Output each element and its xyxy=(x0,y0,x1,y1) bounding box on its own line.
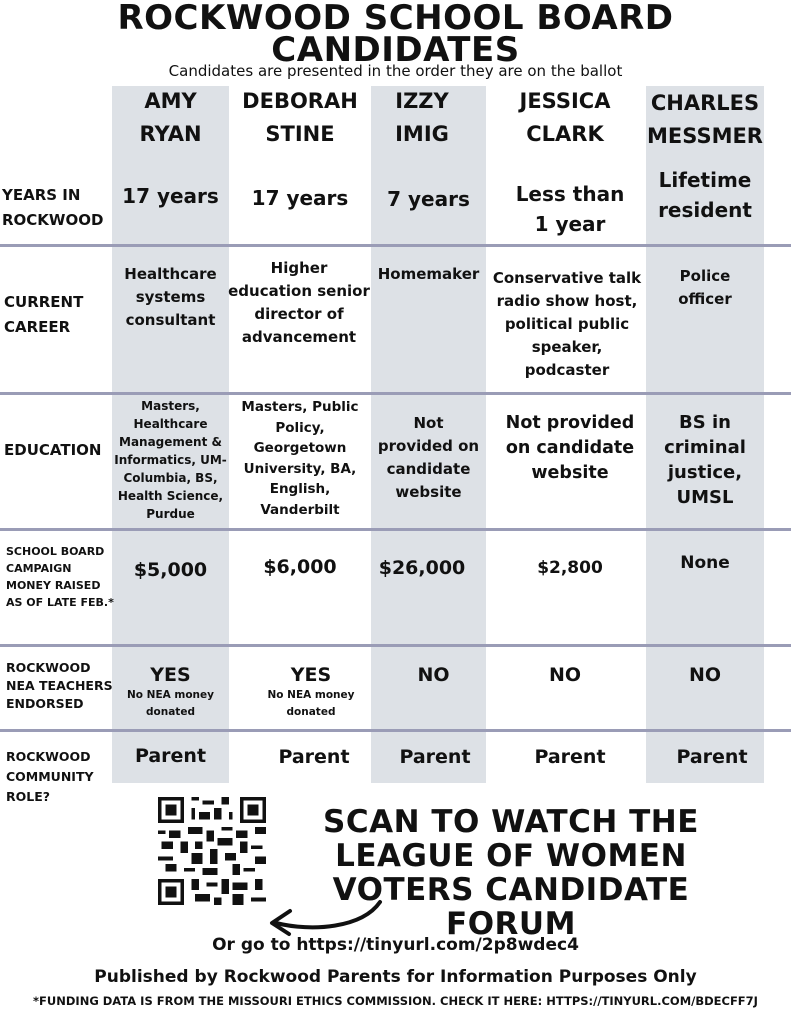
value-line: Health Science, xyxy=(117,489,224,503)
qr-code-icon[interactable] xyxy=(158,797,266,905)
funding-footnote: *FUNDING DATA IS FROM THE MISSOURI ETHICS COMMISSION. CHECK IT HERE: HTTPS://TINYURL.COM/BDECFF7J xyxy=(33,994,758,1008)
row-label-education xyxy=(4,436,101,464)
value-line: advancement xyxy=(241,328,357,346)
label-line: YEARS IN xyxy=(2,186,81,204)
role-cell: Parent xyxy=(399,746,471,768)
years-cell xyxy=(229,180,371,216)
education-cell xyxy=(646,410,764,510)
value-line: political public xyxy=(504,315,630,333)
value-line: Conservative talk xyxy=(492,269,642,287)
value-line: on candidate xyxy=(505,438,635,458)
value-line: podcaster xyxy=(524,361,610,379)
value-line: Masters, xyxy=(141,399,200,413)
education-cell xyxy=(371,412,486,504)
first-name: IZZY xyxy=(395,89,449,113)
value-line: Police xyxy=(679,267,731,285)
row-divider xyxy=(0,644,791,647)
nea-cell: NO xyxy=(417,664,450,686)
money-cell: $26,000 xyxy=(378,557,466,579)
value-line: education senior xyxy=(228,282,370,300)
label-line: CAMPAIGN xyxy=(6,562,72,575)
label-line: CAREER xyxy=(4,318,71,336)
career-cell xyxy=(371,263,486,286)
value-line: Management & xyxy=(119,435,222,449)
nea-note: No NEA money xyxy=(267,689,355,701)
row-label-role xyxy=(6,747,94,807)
value-line: Vanderbilt xyxy=(260,501,340,518)
row-divider xyxy=(0,528,791,531)
value-line: Purdue xyxy=(146,507,195,521)
years-cell xyxy=(490,177,650,241)
value-line: Less than xyxy=(515,182,625,206)
role-cell: Parent xyxy=(134,745,207,767)
value-line: systems xyxy=(135,288,206,306)
first-name: DEBORAH xyxy=(242,89,358,113)
label-line: EDUCATION xyxy=(4,440,102,459)
value-line: Not provided xyxy=(505,413,635,433)
last-name: CLARK xyxy=(526,122,604,146)
career-cell xyxy=(112,263,229,332)
value-line: 17 years xyxy=(251,186,349,210)
career-cell xyxy=(226,257,372,349)
subtitle: Candidates are presented in the order they are on the ballot xyxy=(168,62,623,80)
money-cell: $6,000 xyxy=(263,556,337,578)
value-line: criminal xyxy=(664,437,746,458)
candidate-name xyxy=(229,85,371,151)
forum-call-to-action xyxy=(296,805,726,941)
value-line: Not xyxy=(413,414,444,432)
last-name: RYAN xyxy=(139,122,202,146)
nea-cell xyxy=(250,663,372,721)
candidate-name xyxy=(371,85,473,151)
nea-note: No NEA money xyxy=(127,689,214,701)
label-line: SCHOOL BOARD xyxy=(6,545,105,558)
last-name: MESSMER xyxy=(647,124,763,148)
role-cell: Parent xyxy=(676,746,748,768)
candidate-name xyxy=(490,85,640,151)
nea-value: YES xyxy=(150,664,191,686)
row-label-money xyxy=(6,542,114,612)
value-line: Higher xyxy=(270,259,328,277)
value-line: 1 year xyxy=(534,212,606,236)
first-name: CHARLES xyxy=(650,91,760,115)
value-line: candidate xyxy=(386,460,471,478)
value-line: 7 years xyxy=(387,187,470,211)
row-label-years xyxy=(2,180,103,236)
value-line: Georgetown xyxy=(253,440,347,456)
cta-line: VOTERS CANDIDATE xyxy=(332,872,690,908)
label-line: ENDORSED xyxy=(6,696,84,711)
first-name: AMY xyxy=(144,89,197,113)
value-line: English, xyxy=(269,481,331,497)
value-line: consultant xyxy=(125,311,216,329)
money-cell: None xyxy=(680,553,730,573)
row-divider xyxy=(0,244,791,247)
value-line: website xyxy=(395,483,462,501)
forum-link[interactable]: Or go to https://tinyurl.com/2p8wdec4 xyxy=(212,935,579,955)
career-cell xyxy=(646,265,764,311)
candidate-name xyxy=(646,87,764,153)
value-line: speaker, xyxy=(531,338,603,356)
publisher-note: Published by Rockwood Parents for Information Purposes Only xyxy=(94,967,697,987)
row-label-career xyxy=(4,288,83,342)
cta-line: SCAN TO WATCH THE xyxy=(323,804,699,840)
label-line: MONEY RAISED xyxy=(6,579,101,592)
value-line: officer xyxy=(678,290,732,308)
value-line: BS in xyxy=(679,412,731,433)
row-divider xyxy=(0,392,791,395)
last-name: IMIG xyxy=(395,122,449,146)
education-cell xyxy=(112,397,229,523)
years-cell xyxy=(112,178,229,214)
education-cell xyxy=(490,411,650,486)
value-line: director of xyxy=(254,305,344,323)
value-line: Lifetime xyxy=(658,168,752,192)
first-name: JESSICA xyxy=(519,89,611,113)
row-divider xyxy=(0,729,791,732)
label-line: COMMUNITY xyxy=(6,769,94,784)
row-label-nea xyxy=(6,658,113,714)
value-line: Healthcare xyxy=(124,265,217,283)
years-cell xyxy=(371,181,486,217)
cta-line: FORUM xyxy=(446,906,576,942)
label-line: AS OF LATE FEB.* xyxy=(6,596,114,609)
value-line: provided on xyxy=(377,437,480,455)
cta-line: LEAGUE OF WOMEN xyxy=(335,838,687,874)
role-cell: Parent xyxy=(534,746,606,768)
nea-value: YES xyxy=(290,664,332,686)
value-line: University, BA, xyxy=(243,460,357,477)
education-cell xyxy=(229,397,371,520)
label-line: ROLE? xyxy=(6,789,51,804)
value-line: website xyxy=(531,463,609,483)
label-line: NEA TEACHERS xyxy=(6,678,113,693)
value-line: Homemaker xyxy=(377,265,480,283)
title-line-2: CANDIDATES xyxy=(271,30,520,70)
value-line: Policy, xyxy=(275,419,325,436)
page-title xyxy=(0,0,791,70)
value-line: Masters, Public xyxy=(241,399,359,415)
career-cell xyxy=(488,267,646,382)
value-line: Columbia, BS, xyxy=(123,471,218,485)
label-line: ROCKWOOD xyxy=(6,660,91,675)
label-line: ROCKWOOD xyxy=(6,749,91,764)
value-line: UMSL xyxy=(676,487,734,508)
value-line: Healthcare xyxy=(133,417,208,431)
label-line: ROCKWOOD xyxy=(2,211,104,229)
value-line: justice, xyxy=(667,462,743,483)
years-cell xyxy=(646,163,764,227)
money-cell: $5,000 xyxy=(133,559,208,581)
label-line: CURRENT xyxy=(4,293,84,311)
value-line: resident xyxy=(658,198,752,222)
nea-note: donated xyxy=(146,706,195,718)
nea-cell: NO xyxy=(548,664,582,686)
nea-note: donated xyxy=(286,706,336,718)
nea-cell: NO xyxy=(688,664,722,686)
value-line: Informatics, UM- xyxy=(114,453,227,467)
last-name: STINE xyxy=(265,122,335,146)
role-cell: Parent xyxy=(278,746,350,768)
nea-cell xyxy=(112,663,229,721)
candidate-name xyxy=(112,85,229,151)
value-line: radio show host, xyxy=(496,292,638,310)
value-line: 17 years xyxy=(122,184,219,208)
title-line-1: ROCKWOOD SCHOOL BOARD xyxy=(117,0,674,38)
money-cell: $2,800 xyxy=(537,558,603,578)
